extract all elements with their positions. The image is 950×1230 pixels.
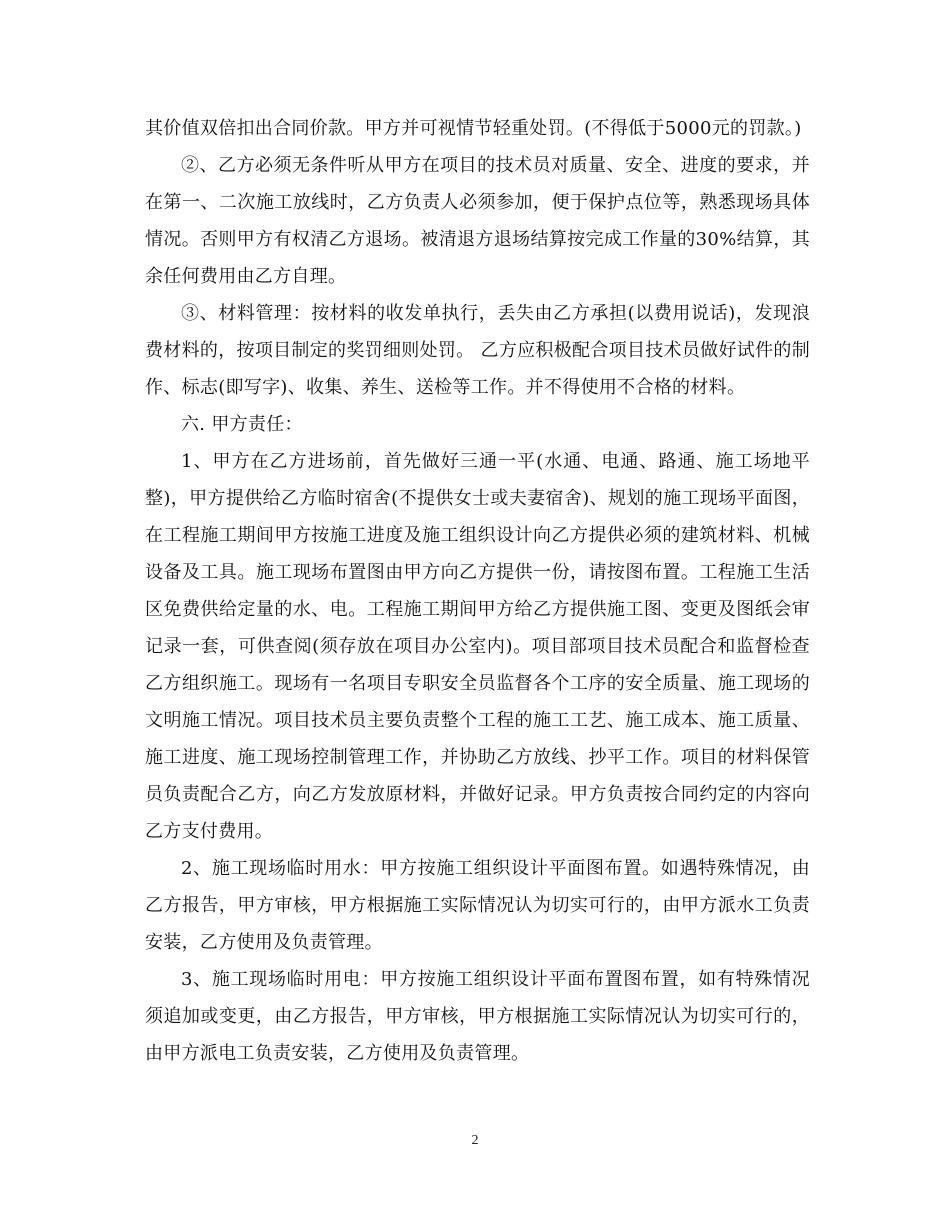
document-body xyxy=(145,110,810,1072)
paragraph-party-a-preparation: 1、甲方在乙方进场前，首先做好三通一平(水通、电通、路通、施工场地平整)，甲方提供给乙方临时宿舍(不提供女士或夫妻宿舍)、规划的施工现场平面图，在工程施工期间甲方按施工进度及施工组织设计向乙方提供必须的建筑材料、机械设备及工具。施工现场布置图由甲方向乙方提供一份，请按图布置。工程施工生活区免费供给定量的水、电。工程施工期间甲方给乙方提供施工图、变更及图纸会审记录一套，可供查阅(须存放在项目办公室内)。项目部项目技术员配合和监督检查乙方组织施工。现场有一名项目专职安全员监督各个工序的安全质量、施工现场的文明施工情况。项目技术员主要负责整个工程的施工工艺、施工成本、施工质量、施工进度、施工现场控制管理工作，并协助乙方放线、抄平工作。项目的材料保管员负责配合乙方，向乙方发放原材料，并做好记录。甲方负责按合同约定的内容向乙方支付费用。 xyxy=(145,451,810,842)
paragraph-technician-requirements: ②、乙方必须无条件听从甲方在项目的技术员对质量、安全、进度的要求，并在第一、二次施工放线时，乙方负责人必须参加，便于保护点位等，熟悉现场具体情况。否则甲方有权清乙方退场。被清退方退场结算按完成工作量的30%结算，其余任何费用由乙方自理。 xyxy=(145,155,810,287)
paragraph-temporary-water: 2、施工现场临时用水：甲方按施工组织设计平面图布置。如遇特殊情况，由乙方报告，甲方审核，甲方根据施工实际情况认为切实可行的，由甲方派水工负责安装，乙方使用及负责管理。 xyxy=(145,858,810,953)
paragraph-temporary-electricity: 3、施工现场临时用电：甲方按施工组织设计平面布置图布置，如有特殊情况须追加或变更，由乙方报告，甲方审核，甲方根据施工实际情况认为切实可行的，由甲方派电工负责安装，乙方使用及负责管理。 xyxy=(145,969,810,1064)
paragraph-material-management: ③、材料管理：按材料的收发单执行，丢失由乙方承担(以费用说话)，发现浪费材料的，按项目制定的奖罚细则处罚。 乙方应积极配合项目技术员做好试件的制作、标志(即写字)、收集、养生、送检等工作。并不得使用不合格的材料。 xyxy=(145,303,810,398)
page-number: 2 xyxy=(471,1133,479,1148)
section-heading-party-a-responsibility: 六. 甲方责任： xyxy=(181,414,303,435)
paragraph-value-penalty: 其价值双倍扣出合同价款。甲方并可视情节轻重处罚。(不得低于5000元的罚款。) xyxy=(145,118,802,139)
